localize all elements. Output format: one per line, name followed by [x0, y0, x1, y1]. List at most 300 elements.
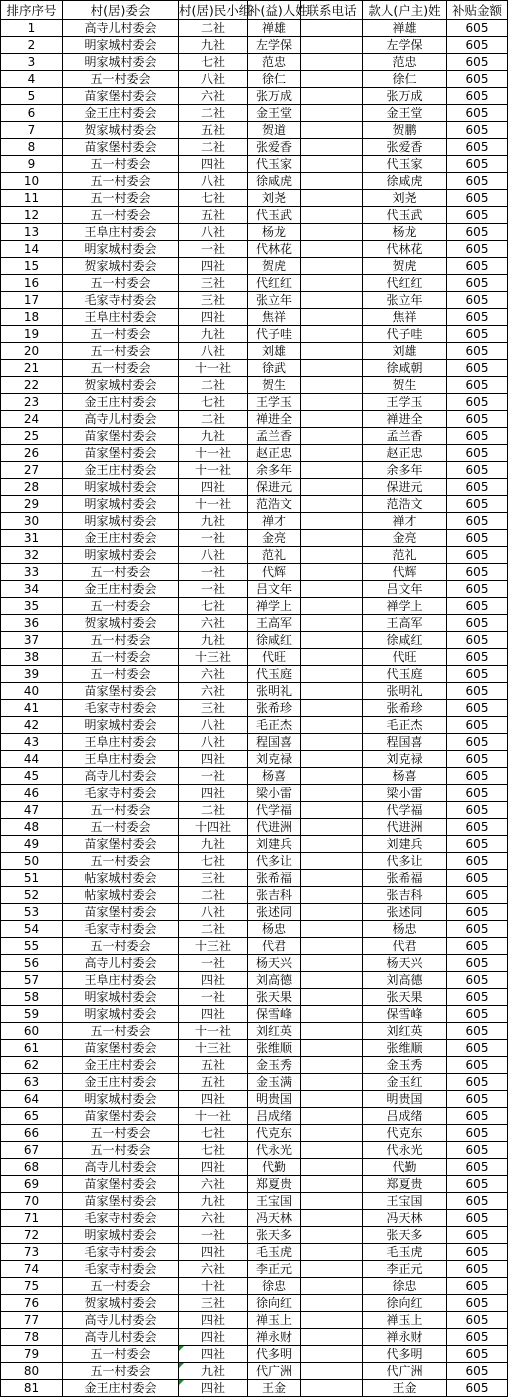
cell-seq[interactable]: 39: [1, 666, 63, 683]
cell-payee[interactable]: 张天果: [363, 989, 447, 1006]
cell-amount[interactable]: 605: [447, 853, 508, 870]
cell-group[interactable]: 四社: [179, 156, 248, 173]
cell-amount[interactable]: 605: [447, 1210, 508, 1227]
cell-seq[interactable]: 44: [1, 751, 63, 768]
cell-group[interactable]: 四社: [179, 751, 248, 768]
cell-amount[interactable]: 605: [447, 1312, 508, 1329]
cell-seq[interactable]: 61: [1, 1040, 63, 1057]
cell-phone[interactable]: [301, 377, 363, 394]
cell-payee[interactable]: 刘建兵: [363, 836, 447, 853]
cell-name[interactable]: 禅永财: [248, 1329, 301, 1346]
cell-seq[interactable]: 27: [1, 462, 63, 479]
cell-seq[interactable]: 73: [1, 1244, 63, 1261]
cell-phone[interactable]: [301, 1091, 363, 1108]
cell-payee[interactable]: 左学保: [363, 37, 447, 54]
cell-village[interactable]: 帖家城村委会: [63, 870, 179, 887]
cell-amount[interactable]: 605: [447, 666, 508, 683]
header-cell-group[interactable]: 村(居)民小组: [179, 2, 252, 18]
cell-payee[interactable]: 代子哇: [363, 326, 447, 343]
cell-seq[interactable]: 18: [1, 309, 63, 326]
cell-village[interactable]: 高寺儿村委会: [63, 1312, 179, 1329]
cell-group[interactable]: 一社: [179, 530, 248, 547]
cell-name[interactable]: 刘克禄: [248, 751, 301, 768]
cell-payee[interactable]: 杨忠: [363, 921, 447, 938]
cell-phone[interactable]: [301, 938, 363, 955]
cell-phone[interactable]: [301, 530, 363, 547]
cell-seq[interactable]: 1: [1, 20, 63, 37]
cell-seq[interactable]: 14: [1, 241, 63, 258]
cell-amount[interactable]: 605: [447, 513, 508, 530]
cell-village[interactable]: 毛家寺村委会: [63, 921, 179, 938]
cell-amount[interactable]: 605: [447, 496, 508, 513]
cell-seq[interactable]: 15: [1, 258, 63, 275]
cell-name[interactable]: 焦祥: [248, 309, 301, 326]
cell-seq[interactable]: 80: [1, 1363, 63, 1380]
cell-seq[interactable]: 51: [1, 870, 63, 887]
cell-seq[interactable]: 68: [1, 1159, 63, 1176]
cell-seq[interactable]: 42: [1, 717, 63, 734]
cell-seq[interactable]: 59: [1, 1006, 63, 1023]
cell-name[interactable]: 金玉秀: [248, 1057, 301, 1074]
cell-seq[interactable]: 52: [1, 887, 63, 904]
cell-phone[interactable]: [301, 904, 363, 921]
cell-village[interactable]: 贺家城村委会: [63, 258, 179, 275]
cell-amount[interactable]: 605: [447, 1261, 508, 1278]
cell-group[interactable]: 八社: [179, 224, 248, 241]
cell-payee[interactable]: 徐忠: [363, 1278, 447, 1295]
cell-payee[interactable]: 张爱香: [363, 139, 447, 156]
cell-payee[interactable]: 张天多: [363, 1227, 447, 1244]
cell-group[interactable]: 四社: [179, 1312, 248, 1329]
cell-name[interactable]: 徐向红: [248, 1295, 301, 1312]
cell-name[interactable]: 禅玉上: [248, 1312, 301, 1329]
cell-name[interactable]: 代克东: [248, 1125, 301, 1142]
cell-amount[interactable]: 605: [447, 717, 508, 734]
cell-group[interactable]: 一社: [179, 564, 248, 581]
cell-village[interactable]: 明家城村委会: [63, 54, 179, 71]
cell-seq[interactable]: 43: [1, 734, 63, 751]
cell-seq[interactable]: 5: [1, 88, 63, 105]
cell-phone[interactable]: [301, 88, 363, 105]
cell-phone[interactable]: [301, 1278, 363, 1295]
cell-group[interactable]: 九社: [179, 632, 248, 649]
cell-phone[interactable]: [301, 462, 363, 479]
cell-payee[interactable]: 王学玉: [363, 394, 447, 411]
cell-group[interactable]: 九社: [179, 513, 248, 530]
cell-group[interactable]: 二社: [179, 20, 248, 37]
cell-seq[interactable]: 32: [1, 547, 63, 564]
cell-village[interactable]: 苗家堡村委会: [63, 683, 179, 700]
cell-name[interactable]: 冯天林: [248, 1210, 301, 1227]
cell-seq[interactable]: 75: [1, 1278, 63, 1295]
cell-village[interactable]: 金王庄村委会: [63, 462, 179, 479]
cell-phone[interactable]: [301, 1363, 363, 1380]
cell-village[interactable]: 五一村委会: [63, 207, 179, 224]
cell-payee[interactable]: 刘雄: [363, 343, 447, 360]
cell-payee[interactable]: 张维顺: [363, 1040, 447, 1057]
cell-phone[interactable]: [301, 700, 363, 717]
cell-payee[interactable]: 明贵国: [363, 1091, 447, 1108]
cell-payee[interactable]: 孟兰香: [363, 428, 447, 445]
cell-name[interactable]: 徐咸红: [248, 632, 301, 649]
cell-payee[interactable]: 张明礼: [363, 683, 447, 700]
cell-village[interactable]: 五一村委会: [63, 819, 179, 836]
cell-amount[interactable]: 605: [447, 564, 508, 581]
cell-seq[interactable]: 28: [1, 479, 63, 496]
cell-amount[interactable]: 605: [447, 1159, 508, 1176]
cell-group[interactable]: 五社: [179, 122, 248, 139]
cell-amount[interactable]: 605: [447, 479, 508, 496]
cell-phone[interactable]: [301, 768, 363, 785]
cell-phone[interactable]: [301, 343, 363, 360]
cell-village[interactable]: 贺家城村委会: [63, 122, 179, 139]
cell-phone[interactable]: [301, 394, 363, 411]
cell-payee[interactable]: 范礼: [363, 547, 447, 564]
cell-village[interactable]: 五一村委会: [63, 343, 179, 360]
cell-village[interactable]: 高寺儿村委会: [63, 411, 179, 428]
cell-name[interactable]: 刘尧: [248, 190, 301, 207]
cell-amount[interactable]: 605: [447, 683, 508, 700]
cell-name[interactable]: 毛正杰: [248, 717, 301, 734]
cell-group[interactable]: 十一社: [179, 462, 248, 479]
cell-village[interactable]: 贺家城村委会: [63, 615, 179, 632]
cell-group[interactable]: 七社: [179, 54, 248, 71]
cell-group[interactable]: 七社: [179, 190, 248, 207]
cell-payee[interactable]: 王宝国: [363, 1193, 447, 1210]
cell-phone[interactable]: [301, 1176, 363, 1193]
cell-amount[interactable]: 605: [447, 71, 508, 88]
cell-group[interactable]: 五社: [179, 207, 248, 224]
cell-seq[interactable]: 33: [1, 564, 63, 581]
cell-phone[interactable]: [301, 1346, 363, 1363]
cell-name[interactable]: 金亮: [248, 530, 301, 547]
cell-name[interactable]: 孟兰香: [248, 428, 301, 445]
cell-village[interactable]: 五一村委会: [63, 71, 179, 88]
cell-amount[interactable]: 605: [447, 173, 508, 190]
cell-amount[interactable]: 605: [447, 1108, 508, 1125]
cell-seq[interactable]: 30: [1, 513, 63, 530]
cell-group[interactable]: 八社: [179, 71, 248, 88]
cell-group[interactable]: 四社: [179, 1346, 248, 1363]
cell-amount[interactable]: 605: [447, 921, 508, 938]
cell-group[interactable]: 七社: [179, 394, 248, 411]
cell-seq[interactable]: 56: [1, 955, 63, 972]
cell-group[interactable]: 四社: [179, 258, 248, 275]
cell-seq[interactable]: 23: [1, 394, 63, 411]
cell-group[interactable]: 九社: [179, 1363, 248, 1380]
cell-name[interactable]: 刘雄: [248, 343, 301, 360]
cell-phone[interactable]: [301, 734, 363, 751]
cell-payee[interactable]: 贺生: [363, 377, 447, 394]
cell-name[interactable]: 杨喜: [248, 768, 301, 785]
cell-seq[interactable]: 63: [1, 1074, 63, 1091]
cell-group[interactable]: 十一社: [179, 496, 248, 513]
cell-amount[interactable]: 605: [447, 768, 508, 785]
cell-name[interactable]: 王金: [248, 1380, 301, 1397]
cell-phone[interactable]: [301, 241, 363, 258]
cell-payee[interactable]: 代红红: [363, 275, 447, 292]
cell-group[interactable]: 一社: [179, 955, 248, 972]
cell-phone[interactable]: [301, 326, 363, 343]
cell-group[interactable]: 四社: [179, 1329, 248, 1346]
cell-amount[interactable]: 605: [447, 224, 508, 241]
cell-amount[interactable]: 605: [447, 394, 508, 411]
cell-payee[interactable]: 杨龙: [363, 224, 447, 241]
cell-group[interactable]: 一社: [179, 1227, 248, 1244]
cell-amount[interactable]: 605: [447, 37, 508, 54]
cell-group[interactable]: 十四社: [179, 819, 248, 836]
cell-seq[interactable]: 35: [1, 598, 63, 615]
cell-amount[interactable]: 605: [447, 377, 508, 394]
cell-group[interactable]: 四社: [179, 785, 248, 802]
cell-group[interactable]: 二社: [179, 105, 248, 122]
cell-payee[interactable]: 代旺: [363, 649, 447, 666]
cell-phone[interactable]: [301, 1006, 363, 1023]
cell-village[interactable]: 五一村委会: [63, 938, 179, 955]
header-cell-payee[interactable]: 款人(户主)姓: [363, 1, 447, 20]
cell-seq[interactable]: 6: [1, 105, 63, 122]
cell-village[interactable]: 苗家堡村委会: [63, 1040, 179, 1057]
cell-amount[interactable]: 605: [447, 1142, 508, 1159]
cell-village[interactable]: 王阜庄村委会: [63, 224, 179, 241]
cell-seq[interactable]: 38: [1, 649, 63, 666]
cell-name[interactable]: 代林花: [248, 241, 301, 258]
cell-group[interactable]: 四社: [179, 1091, 248, 1108]
cell-group[interactable]: 七社: [179, 853, 248, 870]
cell-payee[interactable]: 代广洲: [363, 1363, 447, 1380]
cell-seq[interactable]: 57: [1, 972, 63, 989]
cell-group[interactable]: 三社: [179, 292, 248, 309]
cell-name[interactable]: 贺道: [248, 122, 301, 139]
cell-phone[interactable]: [301, 1125, 363, 1142]
cell-amount[interactable]: 605: [447, 598, 508, 615]
cell-seq[interactable]: 76: [1, 1295, 63, 1312]
cell-payee[interactable]: 王金: [363, 1380, 447, 1397]
cell-seq[interactable]: 65: [1, 1108, 63, 1125]
cell-payee[interactable]: 代多让: [363, 853, 447, 870]
cell-name[interactable]: 程国喜: [248, 734, 301, 751]
cell-payee[interactable]: 代勤: [363, 1159, 447, 1176]
cell-seq[interactable]: 79: [1, 1346, 63, 1363]
cell-amount[interactable]: 605: [447, 1380, 508, 1397]
cell-amount[interactable]: 605: [447, 156, 508, 173]
cell-seq[interactable]: 72: [1, 1227, 63, 1244]
cell-payee[interactable]: 保雪峰: [363, 1006, 447, 1023]
cell-village[interactable]: 金王庄村委会: [63, 1380, 179, 1397]
cell-phone[interactable]: [301, 479, 363, 496]
cell-name[interactable]: 金玉满: [248, 1074, 301, 1091]
cell-name[interactable]: 代勤: [248, 1159, 301, 1176]
cell-amount[interactable]: 605: [447, 258, 508, 275]
cell-phone[interactable]: [301, 1244, 363, 1261]
cell-seq[interactable]: 2: [1, 37, 63, 54]
cell-village[interactable]: 高寺儿村委会: [63, 20, 179, 37]
cell-group[interactable]: 二社: [179, 802, 248, 819]
cell-amount[interactable]: 605: [447, 343, 508, 360]
cell-payee[interactable]: 徐咸虎: [363, 173, 447, 190]
cell-name[interactable]: 张希珍: [248, 700, 301, 717]
cell-payee[interactable]: 禅玉上: [363, 1312, 447, 1329]
cell-group[interactable]: 一社: [179, 768, 248, 785]
cell-village[interactable]: 高寺儿村委会: [63, 955, 179, 972]
cell-village[interactable]: 明家城村委会: [63, 717, 179, 734]
cell-village[interactable]: 金王庄村委会: [63, 1074, 179, 1091]
cell-payee[interactable]: 贺鹏: [363, 122, 447, 139]
cell-payee[interactable]: 张万成: [363, 88, 447, 105]
cell-village[interactable]: 高寺儿村委会: [63, 768, 179, 785]
cell-seq[interactable]: 74: [1, 1261, 63, 1278]
cell-group[interactable]: 八社: [179, 547, 248, 564]
cell-name[interactable]: 保进元: [248, 479, 301, 496]
cell-phone[interactable]: [301, 581, 363, 598]
cell-seq[interactable]: 78: [1, 1329, 63, 1346]
cell-amount[interactable]: 605: [447, 20, 508, 37]
cell-payee[interactable]: 王高军: [363, 615, 447, 632]
cell-phone[interactable]: [301, 360, 363, 377]
cell-seq[interactable]: 77: [1, 1312, 63, 1329]
cell-village[interactable]: 贺家城村委会: [63, 1295, 179, 1312]
cell-village[interactable]: 五一村委会: [63, 666, 179, 683]
cell-village[interactable]: 苗家堡村委会: [63, 445, 179, 462]
cell-group[interactable]: 六社: [179, 683, 248, 700]
cell-payee[interactable]: 保进元: [363, 479, 447, 496]
cell-phone[interactable]: [301, 615, 363, 632]
cell-phone[interactable]: [301, 1023, 363, 1040]
cell-name[interactable]: 张明礼: [248, 683, 301, 700]
cell-seq[interactable]: 36: [1, 615, 63, 632]
cell-seq[interactable]: 24: [1, 411, 63, 428]
cell-amount[interactable]: 605: [447, 326, 508, 343]
cell-amount[interactable]: 605: [447, 700, 508, 717]
cell-amount[interactable]: 605: [447, 802, 508, 819]
cell-amount[interactable]: 605: [447, 122, 508, 139]
cell-phone[interactable]: [301, 1380, 363, 1397]
cell-village[interactable]: 帖家城村委会: [63, 887, 179, 904]
cell-group[interactable]: 六社: [179, 615, 248, 632]
cell-name[interactable]: 徐仁: [248, 71, 301, 88]
cell-name[interactable]: 禅才: [248, 513, 301, 530]
cell-seq[interactable]: 46: [1, 785, 63, 802]
cell-village[interactable]: 五一村委会: [63, 1125, 179, 1142]
cell-amount[interactable]: 605: [447, 751, 508, 768]
cell-name[interactable]: 金王堂: [248, 105, 301, 122]
cell-village[interactable]: 明家城村委会: [63, 989, 179, 1006]
cell-amount[interactable]: 605: [447, 462, 508, 479]
cell-phone[interactable]: [301, 71, 363, 88]
cell-payee[interactable]: 代学福: [363, 802, 447, 819]
cell-amount[interactable]: 605: [447, 1329, 508, 1346]
cell-seq[interactable]: 67: [1, 1142, 63, 1159]
cell-seq[interactable]: 7: [1, 122, 63, 139]
cell-phone[interactable]: [301, 853, 363, 870]
cell-payee[interactable]: 吕文年: [363, 581, 447, 598]
cell-seq[interactable]: 64: [1, 1091, 63, 1108]
cell-village[interactable]: 苗家堡村委会: [63, 904, 179, 921]
cell-payee[interactable]: 张吉科: [363, 887, 447, 904]
cell-amount[interactable]: 605: [447, 989, 508, 1006]
cell-seq[interactable]: 45: [1, 768, 63, 785]
cell-name[interactable]: 张立年: [248, 292, 301, 309]
cell-payee[interactable]: 张希福: [363, 870, 447, 887]
cell-phone[interactable]: [301, 972, 363, 989]
cell-group[interactable]: 四社: [179, 309, 248, 326]
cell-name[interactable]: 张希福: [248, 870, 301, 887]
cell-seq[interactable]: 17: [1, 292, 63, 309]
cell-payee[interactable]: 范浩文: [363, 496, 447, 513]
cell-group[interactable]: 九社: [179, 836, 248, 853]
cell-group[interactable]: 十三社: [179, 938, 248, 955]
cell-village[interactable]: 苗家堡村委会: [63, 836, 179, 853]
cell-amount[interactable]: 605: [447, 1125, 508, 1142]
cell-payee[interactable]: 代多明: [363, 1346, 447, 1363]
cell-seq[interactable]: 8: [1, 139, 63, 156]
cell-name[interactable]: 张维顺: [248, 1040, 301, 1057]
cell-phone[interactable]: [301, 1159, 363, 1176]
cell-village[interactable]: 五一村委会: [63, 598, 179, 615]
cell-payee[interactable]: 禅进全: [363, 411, 447, 428]
cell-seq[interactable]: 53: [1, 904, 63, 921]
cell-payee[interactable]: 梁小雷: [363, 785, 447, 802]
cell-phone[interactable]: [301, 292, 363, 309]
cell-amount[interactable]: 605: [447, 530, 508, 547]
cell-phone[interactable]: [301, 224, 363, 241]
cell-phone[interactable]: [301, 105, 363, 122]
cell-group[interactable]: 三社: [179, 700, 248, 717]
cell-name[interactable]: 代子哇: [248, 326, 301, 343]
cell-village[interactable]: 五一村委会: [63, 190, 179, 207]
cell-group[interactable]: 四社: [179, 1006, 248, 1023]
cell-amount[interactable]: 605: [447, 887, 508, 904]
cell-village[interactable]: 王阜庄村委会: [63, 751, 179, 768]
cell-seq[interactable]: 9: [1, 156, 63, 173]
cell-amount[interactable]: 605: [447, 1193, 508, 1210]
cell-seq[interactable]: 34: [1, 581, 63, 598]
cell-phone[interactable]: [301, 513, 363, 530]
cell-village[interactable]: 王阜庄村委会: [63, 309, 179, 326]
cell-seq[interactable]: 71: [1, 1210, 63, 1227]
cell-amount[interactable]: 605: [447, 190, 508, 207]
cell-phone[interactable]: [301, 37, 363, 54]
cell-seq[interactable]: 58: [1, 989, 63, 1006]
cell-payee[interactable]: 冯天林: [363, 1210, 447, 1227]
cell-group[interactable]: 十三社: [179, 649, 248, 666]
cell-phone[interactable]: [301, 751, 363, 768]
cell-payee[interactable]: 程国喜: [363, 734, 447, 751]
cell-village[interactable]: 明家城村委会: [63, 547, 179, 564]
cell-group[interactable]: 四社: [179, 479, 248, 496]
cell-amount[interactable]: 605: [447, 207, 508, 224]
cell-name[interactable]: 代永光: [248, 1142, 301, 1159]
cell-village[interactable]: 明家城村委会: [63, 513, 179, 530]
cell-group[interactable]: 四社: [179, 1159, 248, 1176]
cell-phone[interactable]: [301, 1057, 363, 1074]
cell-name[interactable]: 张爱香: [248, 139, 301, 156]
cell-phone[interactable]: [301, 207, 363, 224]
cell-village[interactable]: 五一村委会: [63, 1346, 179, 1363]
cell-amount[interactable]: 605: [447, 360, 508, 377]
cell-group[interactable]: 七社: [179, 598, 248, 615]
cell-phone[interactable]: [301, 1227, 363, 1244]
cell-name[interactable]: 徐武: [248, 360, 301, 377]
cell-phone[interactable]: [301, 887, 363, 904]
cell-village[interactable]: 五一村委会: [63, 360, 179, 377]
cell-phone[interactable]: [301, 564, 363, 581]
cell-phone[interactable]: [301, 411, 363, 428]
cell-payee[interactable]: 张述同: [363, 904, 447, 921]
cell-phone[interactable]: [301, 428, 363, 445]
cell-village[interactable]: 金王庄村委会: [63, 1057, 179, 1074]
cell-seq[interactable]: 55: [1, 938, 63, 955]
